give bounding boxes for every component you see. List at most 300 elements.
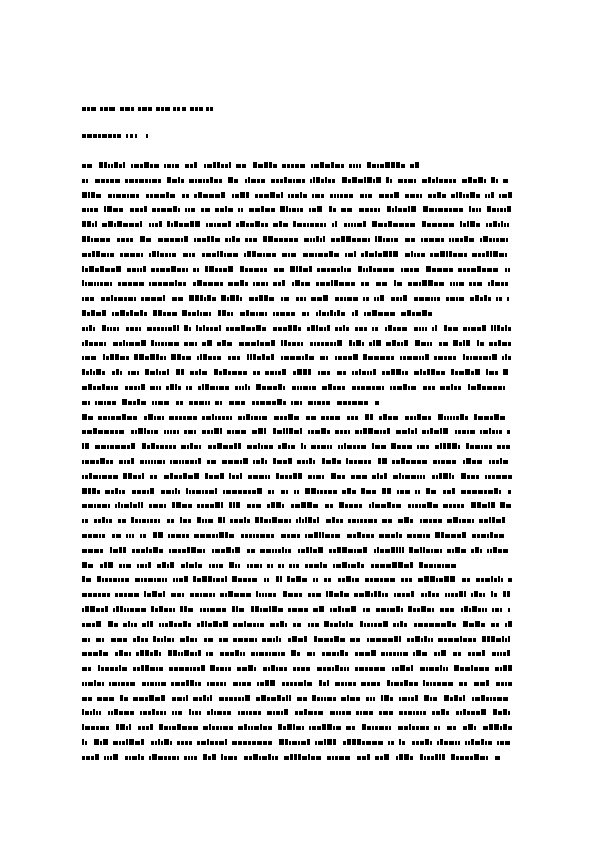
glyph (126, 342, 128, 346)
glyph (223, 638, 228, 642)
glyph (280, 475, 284, 479)
glyph (225, 739, 227, 745)
glyph (463, 354, 465, 360)
glyph (439, 473, 442, 479)
glyph (380, 475, 383, 479)
glyph (271, 340, 275, 346)
glyph (408, 606, 412, 612)
text-line (82, 324, 512, 339)
glyph (279, 638, 281, 642)
glyph (221, 295, 226, 301)
glyph (335, 356, 337, 360)
glyph (283, 428, 285, 434)
glyph (421, 606, 426, 612)
glyph (508, 726, 512, 730)
glyph (256, 504, 261, 508)
glyph (246, 711, 248, 715)
glyph (91, 756, 94, 760)
glyph (503, 549, 508, 553)
glyph (498, 223, 500, 227)
glyph (352, 519, 356, 523)
glyph (290, 356, 295, 360)
glyph (141, 665, 144, 671)
glyph (397, 490, 399, 494)
glyph (309, 386, 311, 390)
glyph (160, 356, 163, 360)
glyph (453, 282, 455, 286)
glyph (267, 697, 270, 701)
glyph (286, 428, 288, 434)
glyph (338, 578, 341, 582)
glyph (281, 297, 283, 301)
glyph (171, 534, 175, 538)
glyph (150, 488, 154, 494)
glyph (508, 682, 512, 686)
glyph (197, 549, 202, 553)
glyph (101, 667, 104, 671)
glyph (357, 739, 361, 745)
glyph (402, 430, 407, 434)
glyph (377, 164, 379, 168)
glyph (367, 371, 369, 375)
glyph (113, 549, 118, 553)
glyph (357, 223, 362, 227)
glyph (472, 490, 477, 494)
glyph (175, 384, 177, 390)
glyph (227, 711, 231, 715)
glyph (118, 519, 121, 523)
glyph (273, 312, 275, 316)
glyph (369, 342, 372, 346)
glyph (368, 194, 372, 198)
glyph (341, 208, 346, 212)
glyph (282, 547, 284, 553)
glyph (96, 608, 100, 612)
glyph (446, 460, 451, 464)
glyph (256, 534, 259, 538)
glyph (467, 578, 470, 582)
glyph (392, 208, 394, 212)
glyph (177, 724, 181, 730)
glyph (115, 488, 118, 494)
glyph (416, 650, 421, 656)
glyph (264, 428, 266, 434)
glyph (220, 473, 224, 479)
glyph (296, 266, 298, 272)
glyph (422, 504, 426, 508)
glyph (471, 371, 474, 375)
glyph (236, 295, 239, 301)
glyph (422, 460, 427, 464)
glyph (285, 623, 287, 627)
glyph (489, 460, 491, 464)
glyph (405, 578, 408, 582)
glyph (182, 504, 187, 508)
glyph (219, 386, 224, 390)
glyph (394, 636, 398, 642)
glyph (477, 266, 481, 272)
glyph (432, 593, 435, 597)
glyph (208, 756, 211, 760)
glyph (205, 519, 207, 523)
glyph (92, 488, 96, 494)
glyph (474, 414, 477, 420)
glyph (445, 534, 450, 538)
glyph (451, 593, 454, 597)
glyph (475, 369, 480, 375)
glyph (306, 416, 310, 420)
glyph (416, 312, 421, 316)
glyph (292, 282, 294, 286)
glyph (487, 206, 491, 212)
glyph (453, 327, 458, 331)
glyph (468, 724, 473, 730)
glyph (329, 251, 333, 257)
glyph (229, 445, 233, 449)
glyph (257, 682, 259, 686)
glyph (339, 327, 342, 331)
glyph (324, 697, 326, 701)
glyph (417, 475, 419, 479)
glyph (414, 253, 416, 257)
glyph (378, 312, 383, 316)
glyph (314, 401, 316, 405)
glyph (426, 726, 429, 730)
glyph (140, 460, 144, 464)
glyph (431, 549, 433, 553)
glyph (157, 578, 161, 582)
glyph (463, 709, 466, 715)
glyph (90, 297, 94, 301)
glyph (172, 179, 177, 183)
glyph (376, 177, 381, 183)
glyph (264, 519, 268, 523)
glyph (238, 726, 243, 730)
glyph (312, 593, 315, 597)
glyph (341, 236, 345, 242)
glyph (82, 164, 86, 168)
glyph (152, 282, 157, 286)
glyph (438, 652, 440, 656)
glyph (151, 268, 155, 272)
glyph (87, 164, 92, 168)
glyph (251, 179, 256, 183)
glyph (199, 697, 202, 701)
glyph (493, 268, 498, 272)
glyph (242, 697, 244, 701)
glyph (318, 253, 323, 257)
glyph (270, 371, 274, 375)
glyph (182, 593, 184, 597)
glyph (135, 179, 138, 183)
glyph (182, 310, 187, 316)
glyph (331, 238, 335, 242)
glyph (143, 534, 146, 538)
text-line-glyphs (82, 205, 512, 215)
glyph (308, 711, 313, 715)
glyph (345, 504, 348, 508)
glyph (420, 754, 423, 760)
glyph (494, 534, 498, 538)
glyph (449, 504, 452, 508)
glyph (328, 384, 332, 390)
glyph (227, 430, 231, 434)
glyph (496, 238, 499, 242)
glyph (342, 608, 344, 612)
glyph (317, 445, 320, 449)
glyph (188, 430, 193, 434)
glyph (168, 342, 173, 346)
glyph (460, 711, 462, 715)
text-line (82, 161, 512, 176)
glyph (176, 534, 181, 538)
glyph (223, 369, 227, 375)
glyph (357, 562, 360, 568)
glyph (365, 208, 369, 212)
glyph (333, 564, 335, 568)
glyph (483, 236, 488, 242)
glyph (207, 711, 210, 715)
glyph (359, 327, 363, 331)
glyph (371, 623, 373, 627)
glyph (157, 460, 162, 464)
glyph (464, 682, 467, 686)
text-line-glyphs (82, 250, 512, 260)
glyph (423, 519, 428, 523)
glyph (193, 726, 198, 730)
glyph (220, 652, 224, 656)
glyph (327, 312, 329, 316)
glyph (213, 578, 215, 582)
glyph (460, 636, 462, 642)
glyph (158, 401, 163, 405)
glyph (246, 327, 251, 331)
glyph (246, 310, 249, 316)
glyph (404, 340, 408, 346)
glyph (144, 416, 147, 420)
glyph (198, 682, 201, 686)
glyph (371, 534, 374, 538)
glyph (342, 475, 345, 479)
glyph (497, 652, 499, 656)
glyph (431, 638, 433, 642)
glyph (372, 741, 377, 745)
glyph (167, 177, 171, 183)
glyph (238, 638, 243, 642)
glyph (505, 682, 507, 686)
glyph (265, 208, 270, 212)
glyph (397, 327, 401, 331)
glyph (236, 502, 240, 508)
glyph (385, 549, 390, 553)
glyph (428, 177, 431, 183)
glyph (272, 490, 274, 494)
glyph (390, 386, 392, 390)
glyph (140, 310, 143, 316)
glyph (273, 638, 275, 642)
glyph (327, 268, 330, 272)
glyph (494, 414, 499, 420)
glyph (102, 371, 105, 375)
glyph (339, 282, 344, 286)
glyph (483, 726, 488, 730)
glyph (134, 297, 136, 301)
glyph (402, 547, 404, 553)
glyph (391, 534, 395, 538)
glyph (337, 194, 339, 198)
glyph (284, 297, 289, 301)
glyph (508, 636, 510, 642)
glyph (108, 194, 112, 198)
glyph (198, 179, 202, 183)
glyph (274, 238, 278, 242)
glyph (482, 386, 486, 390)
glyph (107, 253, 109, 257)
glyph (194, 194, 197, 198)
glyph (118, 502, 120, 508)
glyph (204, 297, 206, 301)
glyph (106, 726, 109, 730)
glyph (141, 297, 144, 301)
glyph (116, 369, 119, 375)
glyph (435, 667, 439, 671)
glyph (175, 416, 178, 420)
glyph (150, 354, 155, 360)
glyph (130, 608, 134, 612)
glyph (486, 680, 489, 686)
glyph (495, 756, 500, 760)
glyph (477, 282, 482, 286)
text-line-glyphs (82, 664, 512, 674)
glyph (174, 667, 178, 671)
glyph (480, 756, 485, 760)
glyph (481, 578, 484, 582)
glyph (94, 282, 96, 286)
glyph (298, 741, 300, 745)
text-line-glyphs (82, 324, 512, 334)
glyph (171, 266, 176, 272)
glyph (426, 488, 430, 494)
glyph (320, 490, 323, 494)
glyph (366, 490, 371, 494)
glyph (316, 177, 320, 183)
glyph (203, 593, 208, 597)
glyph (256, 652, 258, 656)
glyph (337, 475, 341, 479)
glyph (114, 297, 117, 301)
glyph (238, 490, 242, 494)
glyph (360, 519, 363, 523)
glyph (411, 206, 416, 212)
glyph (285, 549, 287, 553)
glyph (88, 697, 92, 701)
glyph (236, 475, 239, 479)
glyph (506, 445, 510, 449)
glyph (480, 297, 483, 301)
glyph (143, 711, 147, 715)
glyph (496, 682, 500, 686)
glyph (96, 312, 101, 316)
glyph (150, 621, 153, 627)
glyph (95, 754, 99, 760)
glyph (153, 532, 157, 538)
glyph (160, 711, 163, 715)
glyph (290, 754, 293, 760)
glyph (426, 549, 430, 553)
glyph (209, 312, 211, 316)
glyph (324, 621, 329, 627)
glyph (234, 460, 239, 464)
text-line (82, 561, 512, 576)
glyph (243, 458, 248, 464)
glyph (324, 739, 326, 745)
glyph (253, 475, 258, 479)
glyph (441, 623, 446, 627)
glyph (190, 221, 194, 227)
glyph (391, 443, 396, 449)
glyph (202, 238, 206, 242)
glyph (282, 164, 286, 168)
glyph (145, 297, 150, 301)
glyph (423, 371, 426, 375)
glyph (500, 726, 502, 730)
glyph (150, 652, 153, 656)
glyph (276, 711, 280, 715)
glyph (398, 208, 402, 212)
glyph (126, 356, 129, 360)
glyph (137, 636, 140, 642)
glyph (420, 726, 425, 730)
glyph (230, 295, 235, 301)
glyph (413, 356, 418, 360)
glyph (464, 236, 468, 242)
glyph (461, 490, 466, 494)
glyph (463, 194, 465, 198)
glyph (353, 164, 355, 168)
glyph (453, 504, 456, 508)
glyph (271, 208, 275, 212)
glyph (421, 238, 423, 242)
glyph (423, 475, 425, 479)
glyph (372, 443, 374, 449)
glyph (429, 564, 433, 568)
glyph (349, 623, 353, 627)
glyph (210, 608, 215, 612)
glyph (508, 356, 511, 360)
glyph (162, 416, 164, 420)
glyph (400, 665, 405, 671)
glyph (256, 591, 258, 597)
glyph (507, 206, 511, 212)
glyph (301, 741, 306, 745)
glyph (97, 697, 102, 701)
glyph (425, 739, 429, 745)
glyph (185, 208, 187, 212)
glyph (348, 179, 351, 183)
glyph (491, 177, 495, 183)
glyph (288, 179, 292, 183)
glyph (116, 534, 121, 538)
glyph (489, 428, 491, 434)
glyph (101, 445, 106, 449)
glyph (334, 194, 336, 198)
glyph (213, 445, 216, 449)
glyph (394, 682, 399, 686)
glyph (345, 682, 347, 686)
glyph (412, 726, 415, 730)
glyph (205, 266, 208, 272)
glyph (234, 519, 238, 523)
